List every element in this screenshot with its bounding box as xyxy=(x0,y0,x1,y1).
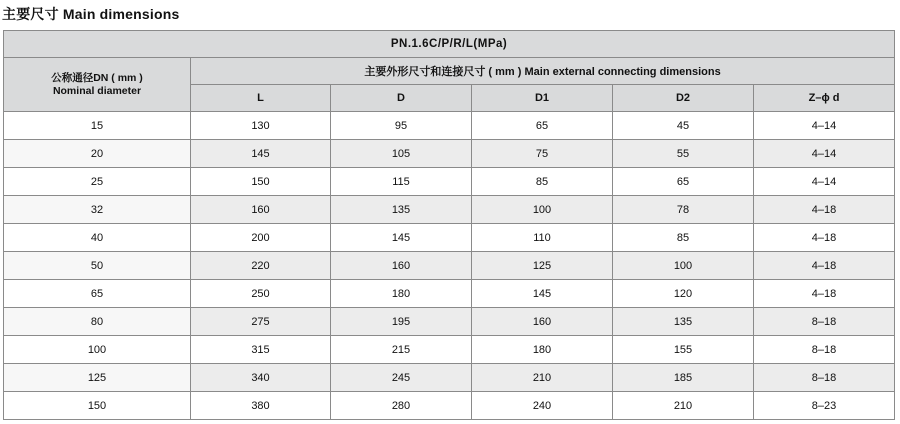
cell-dn: 15 xyxy=(4,112,191,140)
cell-d2: 45 xyxy=(613,112,754,140)
table-row xyxy=(4,364,895,392)
nominal-diameter-header-cn: 公称通径DN ( mm ) xyxy=(51,71,143,84)
cell-d: 95 xyxy=(331,112,472,140)
table-row xyxy=(4,336,895,364)
cell-l: 275 xyxy=(191,308,331,336)
cell-d1: 75 xyxy=(472,140,613,168)
cell-bolts: 4–18 xyxy=(754,280,895,308)
table-row xyxy=(4,224,895,252)
cell-l: 250 xyxy=(191,280,331,308)
cell-d1: 180 xyxy=(472,336,613,364)
table-row xyxy=(4,252,895,280)
cell-d2: 78 xyxy=(613,196,754,224)
cell-l: 315 xyxy=(191,336,331,364)
column-header-bolts: Z–ϕ d xyxy=(754,85,895,112)
dimensions-group-header: 主要外形尺寸和连接尺寸 ( mm ) Main external connecting dimensions xyxy=(191,58,895,85)
column-header-d2: D2 xyxy=(613,85,754,112)
cell-d2: 55 xyxy=(613,140,754,168)
cell-d1: 100 xyxy=(472,196,613,224)
cell-dn: 80 xyxy=(4,308,191,336)
table-row xyxy=(4,168,895,196)
column-header-l: L xyxy=(191,85,331,112)
column-header-d1: D1 xyxy=(472,85,613,112)
cell-d: 115 xyxy=(331,168,472,196)
cell-l: 380 xyxy=(191,392,331,420)
cell-dn: 150 xyxy=(4,392,191,420)
cell-bolts: 8–18 xyxy=(754,336,895,364)
cell-l: 130 xyxy=(191,112,331,140)
section-title: 主要尺寸 Main dimensions xyxy=(2,6,180,22)
table-row xyxy=(4,280,895,308)
cell-dn: 65 xyxy=(4,280,191,308)
cell-d2: 135 xyxy=(613,308,754,336)
cell-d2: 185 xyxy=(613,364,754,392)
cell-d1: 65 xyxy=(472,112,613,140)
cell-bolts: 4–14 xyxy=(754,168,895,196)
cell-d2: 120 xyxy=(613,280,754,308)
cell-l: 145 xyxy=(191,140,331,168)
cell-l: 160 xyxy=(191,196,331,224)
cell-l: 200 xyxy=(191,224,331,252)
cell-dn: 40 xyxy=(4,224,191,252)
cell-d: 135 xyxy=(331,196,472,224)
cell-bolts: 8–23 xyxy=(754,392,895,420)
cell-dn: 20 xyxy=(4,140,191,168)
cell-d: 145 xyxy=(331,224,472,252)
column-header-d: D xyxy=(331,85,472,112)
cell-dn: 25 xyxy=(4,168,191,196)
cell-d: 180 xyxy=(331,280,472,308)
cell-d: 160 xyxy=(331,252,472,280)
cell-bolts: 8–18 xyxy=(754,308,895,336)
nominal-diameter-header xyxy=(4,58,191,112)
cell-d1: 240 xyxy=(472,392,613,420)
dimensions-table xyxy=(3,30,895,420)
cell-l: 220 xyxy=(191,252,331,280)
cell-d: 245 xyxy=(331,364,472,392)
cell-d1: 210 xyxy=(472,364,613,392)
cell-l: 150 xyxy=(191,168,331,196)
table-row xyxy=(4,392,895,420)
cell-dn: 32 xyxy=(4,196,191,224)
cell-d1: 85 xyxy=(472,168,613,196)
cell-d: 215 xyxy=(331,336,472,364)
cell-d: 280 xyxy=(331,392,472,420)
cell-dn: 100 xyxy=(4,336,191,364)
cell-d1: 125 xyxy=(472,252,613,280)
cell-d: 105 xyxy=(331,140,472,168)
cell-l: 340 xyxy=(191,364,331,392)
cell-bolts: 8–18 xyxy=(754,364,895,392)
pressure-header: PN.1.6C/P/R/L(MPa) xyxy=(4,31,895,58)
cell-bolts: 4–18 xyxy=(754,252,895,280)
nominal-diameter-header-en: Nominal diameter xyxy=(52,84,142,97)
cell-d2: 155 xyxy=(613,336,754,364)
cell-dn: 125 xyxy=(4,364,191,392)
cell-bolts: 4–14 xyxy=(754,112,895,140)
cell-d: 195 xyxy=(331,308,472,336)
cell-d2: 100 xyxy=(613,252,754,280)
cell-dn: 50 xyxy=(4,252,191,280)
table-row xyxy=(4,196,895,224)
cell-d1: 145 xyxy=(472,280,613,308)
cell-d2: 85 xyxy=(613,224,754,252)
table-row xyxy=(4,112,895,140)
cell-d2: 210 xyxy=(613,392,754,420)
cell-bolts: 4–18 xyxy=(754,196,895,224)
table-row xyxy=(4,140,895,168)
cell-bolts: 4–18 xyxy=(754,224,895,252)
cell-d1: 110 xyxy=(472,224,613,252)
cell-d1: 160 xyxy=(472,308,613,336)
table-row xyxy=(4,308,895,336)
cell-bolts: 4–14 xyxy=(754,140,895,168)
cell-d2: 65 xyxy=(613,168,754,196)
